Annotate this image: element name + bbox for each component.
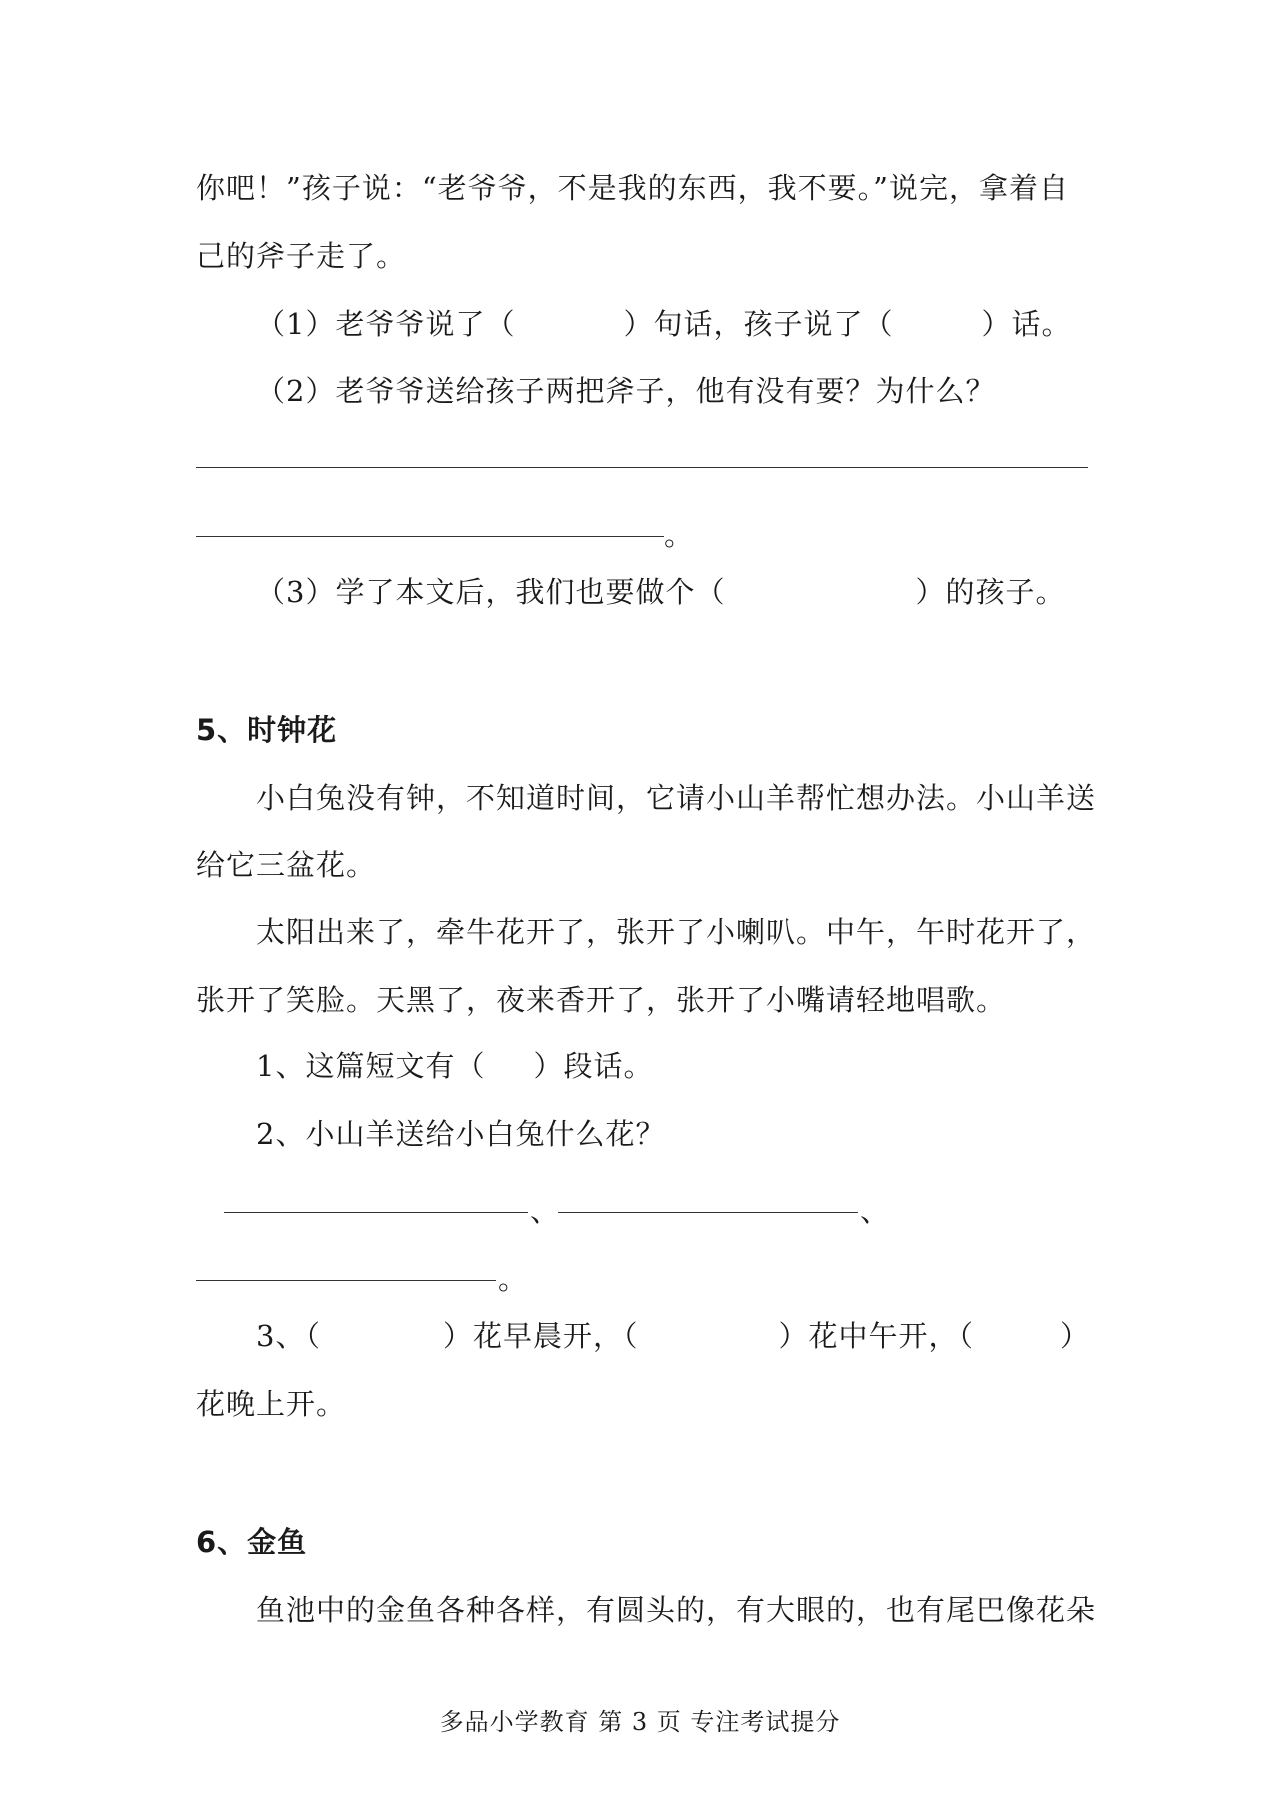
question-2: 2、小山羊送给小白兔什么花？ bbox=[256, 1117, 666, 1151]
paragraph-line: 你吧！”孩子说：“老爷爷，不是我的东西，我不要。”说完，拿着自 bbox=[196, 171, 1069, 205]
paragraph-line: 张开了笑脸。天黑了，夜来香开了，张开了小嘴请轻地唱歌。 bbox=[196, 983, 1007, 1017]
section-title: 5、时钟花 bbox=[196, 713, 338, 747]
paragraph-line: 花晚上开。 bbox=[196, 1387, 347, 1421]
question-2: （2）老爷爷送给孩子两把斧子，他有没有要？为什么？ bbox=[256, 374, 996, 408]
answer-line[interactable] bbox=[196, 536, 664, 537]
section-title: 6、金鱼 bbox=[196, 1525, 308, 1559]
period: 。 bbox=[664, 518, 694, 552]
answer-line[interactable] bbox=[196, 1280, 496, 1281]
answer-line[interactable] bbox=[224, 1212, 528, 1213]
page-footer: 多品小学教育 第 3 页 专注考试提分 bbox=[439, 1708, 841, 1736]
question-3: 3、（ ）花早晨开，（ ）花中午开，（ ） bbox=[256, 1319, 1090, 1353]
question-1: （1）老爷爷说了（ ）句话，孩子说了（ ）话。 bbox=[256, 307, 1072, 341]
answer-line[interactable] bbox=[558, 1212, 858, 1213]
paragraph-line: 太阳出来了，牵牛花开了，张开了小喇叭。中午，午时花开了， bbox=[256, 915, 1097, 949]
separator: 、 bbox=[530, 1194, 560, 1228]
separator: 、 bbox=[860, 1194, 890, 1228]
paragraph-line: 己的斧子走了。 bbox=[196, 239, 407, 273]
question-1: 1、这篇短文有（ ）段话。 bbox=[256, 1049, 654, 1083]
question-3: （3）学了本文后，我们也要做个（ ）的孩子。 bbox=[256, 575, 1066, 609]
paragraph-line: 鱼池中的金鱼各种各样，有圆头的，有大眼的，也有尾巴像花朵 bbox=[256, 1593, 1097, 1627]
paragraph-line: 给它三盆花。 bbox=[196, 848, 377, 882]
answer-line[interactable] bbox=[196, 467, 1088, 468]
period: 。 bbox=[498, 1262, 528, 1296]
paragraph-line: 小白兔没有钟，不知道时间，它请小山羊帮忙想办法。小山羊送 bbox=[256, 781, 1097, 815]
